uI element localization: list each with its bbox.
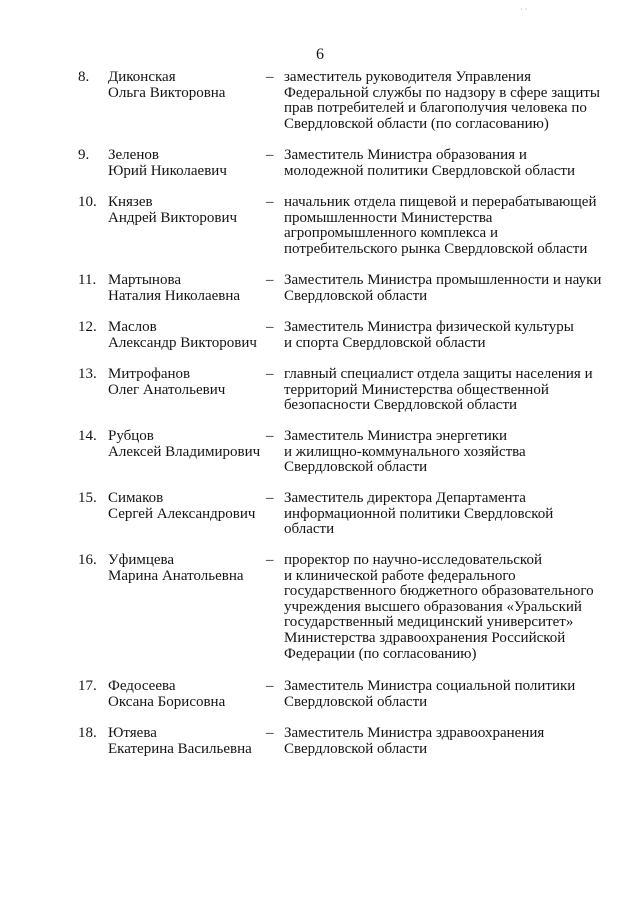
person-name	[108, 320, 266, 351]
position-description	[284, 726, 614, 757]
person-name	[108, 553, 266, 584]
person-surname: Рубцов	[108, 428, 154, 444]
position-line: и жилищно-коммунального хозяйства	[284, 443, 526, 460]
position-description	[284, 491, 614, 538]
position-description	[284, 679, 614, 710]
person-given-names: Наталия Николаевна	[108, 287, 241, 304]
position-line: Заместитель директора Департамента	[284, 490, 526, 506]
position-line: Федеральной службы по надзору в сфере защиты	[284, 84, 601, 101]
person-surname: Маслов	[108, 319, 157, 335]
item-number: 16.	[78, 552, 97, 568]
person-surname: Ютяева	[108, 725, 157, 741]
item-number: 15.	[78, 490, 97, 506]
position-line: безопасности Свердловской области	[284, 397, 518, 414]
position-line: государственный медицинский университет»	[284, 614, 574, 631]
dash-separator: –	[266, 194, 274, 210]
person-name	[108, 367, 266, 398]
item-number: 14.	[78, 428, 97, 444]
person-given-names: Сергей Александрович	[108, 505, 256, 522]
dash-separator: –	[266, 366, 274, 382]
person-surname: Симаков	[108, 490, 164, 506]
position-description	[284, 429, 614, 476]
item-number: 8.	[78, 69, 90, 85]
position-line: области	[284, 521, 335, 538]
position-line: территорий Министерства общественной	[284, 381, 549, 398]
position-line: Заместитель Министра социальной политики	[284, 678, 576, 694]
position-line: Заместитель Министра физической культуры	[284, 319, 574, 335]
person-name	[108, 195, 266, 226]
person-given-names: Оксана Борисовна	[108, 693, 226, 710]
dash-separator: –	[266, 725, 274, 741]
person-given-names: Юрий Николаевич	[108, 162, 227, 179]
position-line: потребительского рынка Свердловской области	[284, 240, 588, 257]
person-surname: Уфимцева	[108, 552, 175, 568]
item-number: 12.	[78, 319, 97, 335]
position-line: начальник отдела пищевой и перерабатывающей	[284, 194, 597, 210]
page-number: 6	[316, 46, 324, 63]
person-surname: Федосеева	[108, 678, 176, 694]
position-line: Свердловской области	[284, 740, 428, 757]
position-line: Заместитель Министра образования и	[284, 147, 527, 163]
position-line: и клинической работе федерального	[284, 567, 516, 584]
position-line: главный специалист отдела защиты населения и	[284, 366, 593, 382]
position-line: Свердловской области (по согласованию)	[284, 115, 549, 132]
person-name	[108, 70, 266, 101]
position-description	[284, 320, 614, 351]
position-description	[284, 273, 614, 304]
person-name	[108, 429, 266, 460]
person-given-names: Екатерина Васильевна	[108, 740, 252, 757]
position-line: Свердловской области	[284, 459, 428, 476]
position-line: промышленности Министерства	[284, 209, 493, 226]
position-description	[284, 195, 614, 257]
position-line: информационной политики Свердловской	[284, 505, 554, 522]
person-name	[108, 679, 266, 710]
position-description	[284, 553, 614, 662]
person-given-names: Марина Анатольевна	[108, 567, 244, 584]
person-surname: Князев	[108, 194, 153, 210]
dash-separator: –	[266, 319, 274, 335]
position-line: Федерации (по согласованию)	[284, 645, 477, 662]
person-name	[108, 273, 266, 304]
position-line: Заместитель Министра промышленности и науки	[284, 272, 602, 288]
item-number: 17.	[78, 678, 97, 694]
dash-separator: –	[266, 552, 274, 568]
dash-separator: –	[266, 69, 274, 85]
dash-separator: –	[266, 147, 274, 163]
person-given-names: Олег Анатольевич	[108, 381, 226, 398]
person-surname: Мартынова	[108, 272, 182, 288]
item-number: 13.	[78, 366, 97, 382]
position-line: и спорта Свердловской области	[284, 334, 486, 351]
person-given-names: Алексей Владимирович	[108, 443, 261, 460]
person-name	[108, 726, 266, 757]
position-line: Свердловской области	[284, 287, 428, 304]
person-given-names: Александр Викторович	[108, 334, 257, 351]
position-line: прав потребителей и благополучия человека по	[284, 100, 587, 117]
person-given-names: Ольга Викторовна	[108, 84, 226, 101]
position-line: Министерства здравоохранения Российской	[284, 629, 566, 646]
person-name	[108, 148, 266, 179]
item-number: 9.	[78, 147, 90, 163]
item-number: 11.	[78, 272, 97, 288]
person-name	[108, 491, 266, 522]
person-surname: Зеленов	[108, 147, 159, 163]
person-given-names: Андрей Викторович	[108, 209, 238, 226]
position-line: Заместитель Министра здравоохранения	[284, 725, 545, 741]
scan-artifact-mark: · ·	[520, 5, 528, 14]
position-line: Заместитель Министра энергетики	[284, 428, 508, 444]
dash-separator: –	[266, 272, 274, 288]
person-surname: Диконская	[108, 69, 176, 85]
dash-separator: –	[266, 678, 274, 694]
position-line: Свердловской области	[284, 693, 428, 710]
position-line: государственного бюджетного образовательного	[284, 583, 594, 600]
person-surname: Митрофанов	[108, 366, 191, 382]
dash-separator: –	[266, 428, 274, 444]
position-line: агропромышленного комплекса и	[284, 225, 498, 242]
position-description	[284, 367, 614, 414]
position-line: молодежной политики Свердловской области	[284, 162, 575, 179]
dash-separator: –	[266, 490, 274, 506]
item-number: 10.	[78, 194, 97, 210]
position-line: учреждения высшего образования «Уральский	[284, 598, 582, 615]
position-description	[284, 70, 614, 132]
item-number: 18.	[78, 725, 97, 741]
position-line: проректор по научно-исследовательской	[284, 552, 542, 568]
position-line: заместитель руководителя Управления	[284, 69, 531, 85]
position-description	[284, 148, 614, 179]
